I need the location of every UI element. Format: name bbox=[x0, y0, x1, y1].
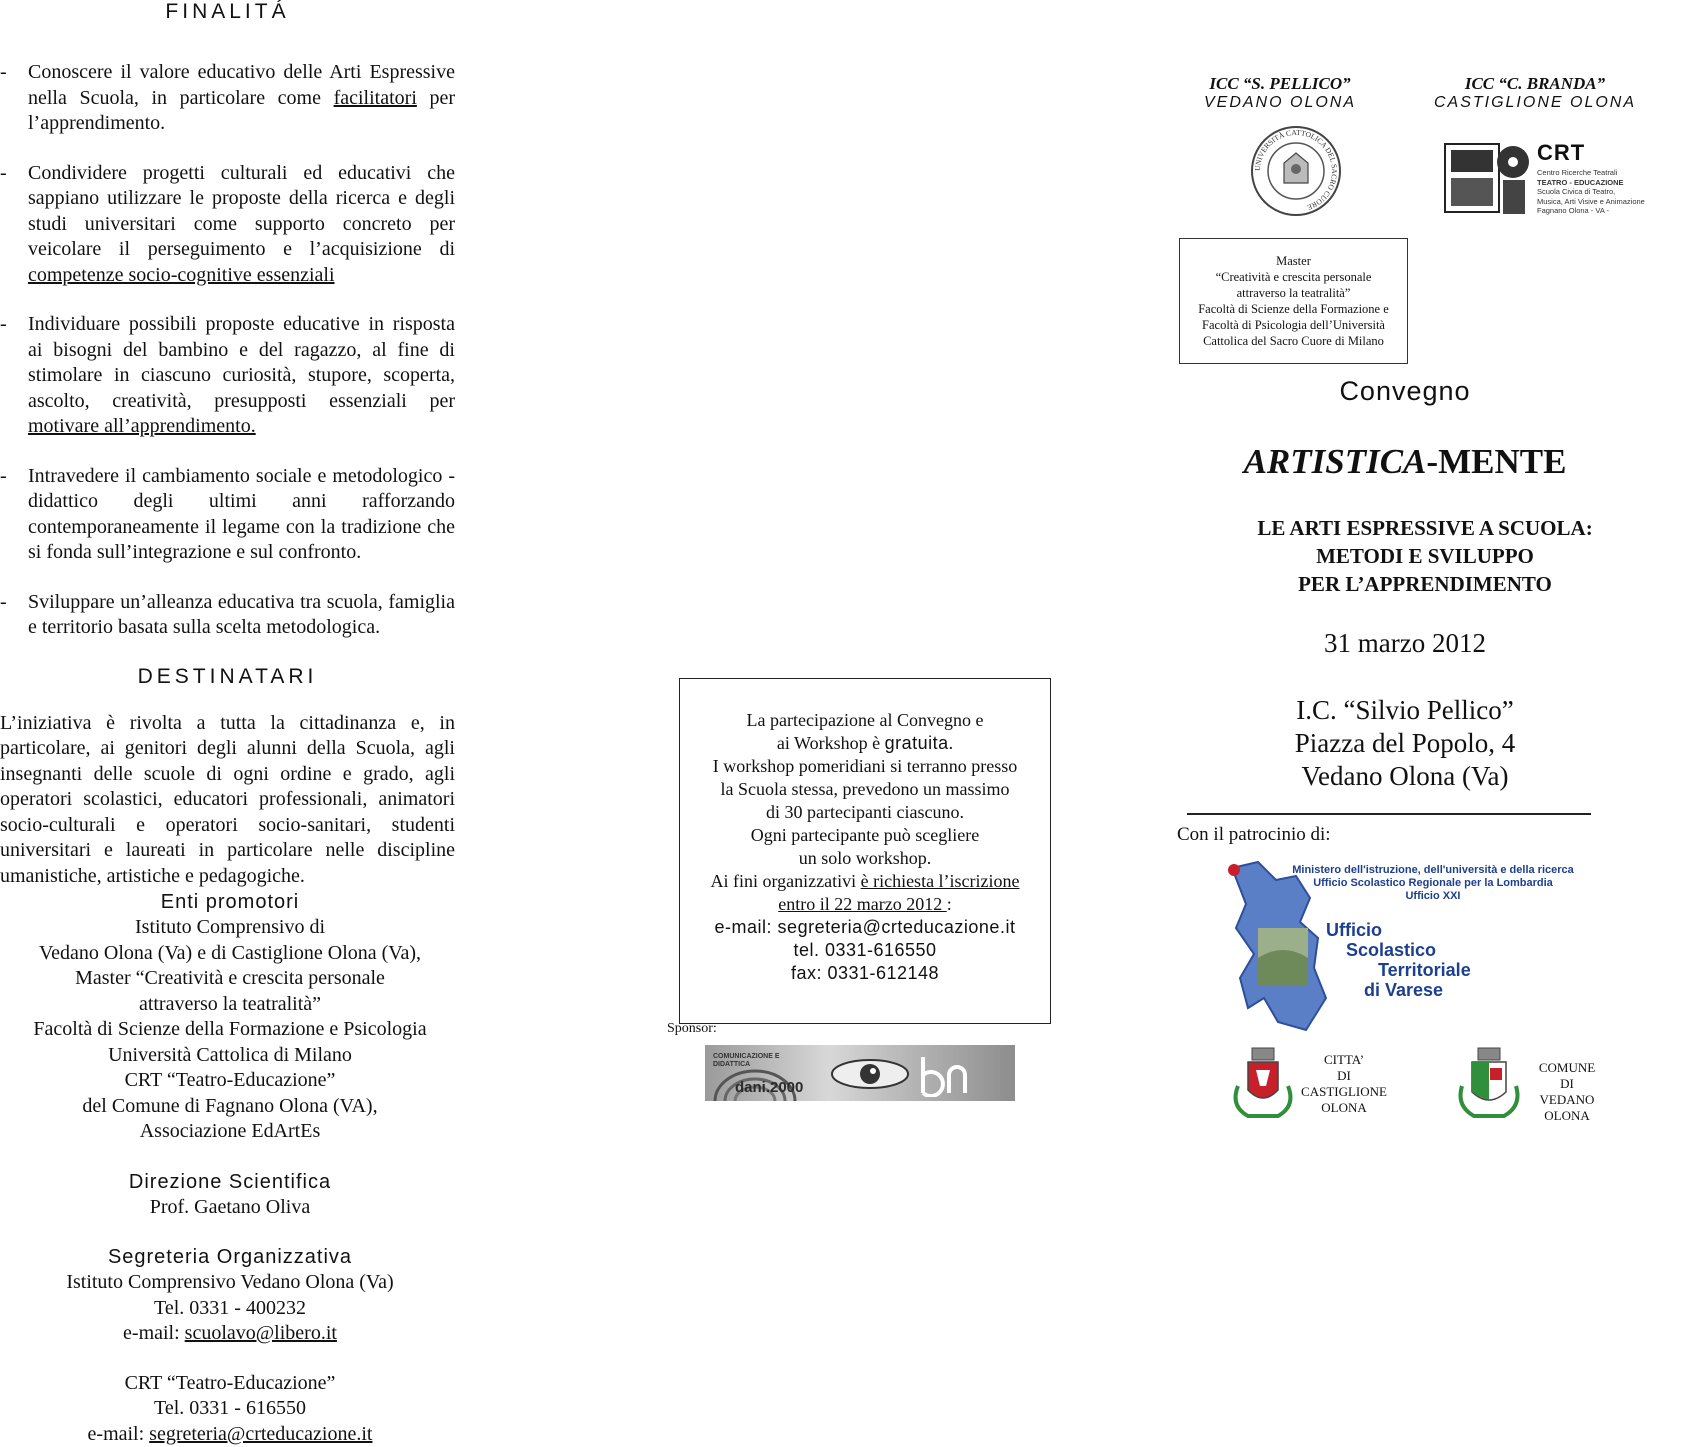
segreteria-email-row: e-mail: scuolavo@libero.it bbox=[0, 1321, 460, 1347]
info-email[interactable]: e-mail: segreteria@crteducazione.it bbox=[680, 916, 1050, 939]
promotori-line: CRT “Teatro-Educazione” bbox=[0, 1068, 460, 1094]
crt-logo bbox=[1443, 136, 1643, 218]
bm-logo-icon bbox=[915, 1051, 975, 1097]
finalita-item-2: - Condividere progetti culturali ed educativi che sappiano utilizzare le proposte della ricerca e degli studi universitari come supporto concreto per veicolare il perseguimento e l’acquisizione di competenze socio-cognitive essenziali bbox=[0, 161, 455, 289]
segreteria-email-link[interactable]: scuolavo@libero.it bbox=[185, 1322, 337, 1344]
sponsor-brand: dani.2000 bbox=[735, 1079, 803, 1096]
event-date: 31 marzo 2012 bbox=[1140, 628, 1670, 659]
crt-tel: Tel. 0331 - 616550 bbox=[0, 1396, 460, 1422]
info-fax: fax: 0331-612148 bbox=[680, 962, 1050, 985]
finalita-title: FINALITÁ bbox=[0, 0, 455, 24]
destinatari-text: L’iniziativa è rivolta a tutta la cittadinanza e, in particolare, ai genitori degli alunni della Scuola, agli insegnanti delle scuole di ogni ordine e grado, agli operatori scolastici, educatori professionali, animatori socio-culturali e operatori socio-sanitari, studenti universitari e laureati in particolare nelle discipline umanistiche, artistiche e pedagogiche. bbox=[0, 711, 455, 890]
segreteria-line: Istituto Comprensivo Vedano Olona (Va) bbox=[0, 1270, 460, 1296]
school-left-city: VEDANO OLONA bbox=[1150, 94, 1410, 112]
finalita-item-1: - Conoscere il valore educativo delle Arti Espressive nella Scuola, in particolare come facilitatori per l’apprendimento. bbox=[0, 60, 455, 137]
ufficio-name: Ufficio Scolastico Territoriale di Varese bbox=[1326, 920, 1471, 1000]
school-left bbox=[1150, 74, 1410, 112]
event-title: ARTISTICA-MENTE bbox=[1140, 442, 1670, 482]
school-left-name: ICC “S. PELLICO” bbox=[1150, 74, 1410, 94]
sponsor-banner bbox=[705, 1045, 1015, 1101]
crt-logo-sub: Centro Ricerche Teatrali TEATRO - EDUCAZIONE Scuola Civica di Teatro, Musica, Arti Visive e Animazione Fagnano Olona - VA - bbox=[1537, 168, 1647, 216]
promotori-line: Master “Creatività e crescita personale bbox=[0, 966, 460, 992]
divider bbox=[1187, 813, 1591, 815]
info-line: un solo workshop. bbox=[680, 847, 1050, 870]
master-box: Master “Creatività e crescita personale attraverso la teatralità” Facoltà di Scienze della Formazione e Facoltà di Psicologia dell’Università Cattolica del Sacro Cuore di Milano bbox=[1179, 238, 1408, 364]
info-line: di 30 partecipanti ciascuno. bbox=[680, 801, 1050, 824]
info-line: Ogni partecipante può scegliere bbox=[680, 824, 1050, 847]
info-line: La partecipazione al Convegno e bbox=[680, 709, 1050, 732]
castiglione-crest-icon bbox=[1228, 1046, 1298, 1120]
info-box bbox=[679, 678, 1051, 1024]
segreteria-tel: Tel. 0331 - 400232 bbox=[0, 1296, 460, 1322]
promotori-title: Enti promotori bbox=[0, 889, 460, 915]
promotori-line: Università Cattolica di Milano bbox=[0, 1043, 460, 1069]
vedano-label: COMUNE DI VEDANO OLONA bbox=[1522, 1060, 1612, 1124]
school-right bbox=[1410, 74, 1660, 112]
vedano-crest-icon bbox=[1454, 1046, 1524, 1120]
school-right-name: ICC “C. BRANDA” bbox=[1410, 74, 1660, 94]
finalita-item-5: - Sviluppare un’alleanza educativa tra scuola, famiglia e territorio basata sulla scelta metodologica. bbox=[0, 590, 455, 641]
promotori-line: Istituto Comprensivo di bbox=[0, 915, 460, 941]
svg-text:UNIVERSITÀ CATTOLICA DEL SACRO: UNIVERSITÀ CATTOLICA DEL SACRO CUORE bbox=[1253, 128, 1339, 212]
column-promotori bbox=[0, 889, 460, 1447]
info-line: ai Workshop è gratuita. bbox=[680, 732, 1050, 755]
school-right-city: CASTIGLIONE OLONA bbox=[1410, 94, 1660, 112]
promotori-line: Vedano Olona (Va) e di Castiglione Olona (Va), bbox=[0, 941, 460, 967]
segreteria-title: Segreteria Organizzativa bbox=[0, 1244, 460, 1270]
info-line: la Scuola stessa, prevedono un massimo bbox=[680, 778, 1050, 801]
promotori-line: Associazione EdArtEs bbox=[0, 1119, 460, 1145]
promotori-line: del Comune di Fagnano Olona (VA), bbox=[0, 1094, 460, 1120]
finalita-item-3: - Individuare possibili proposte educative in risposta ai bisogni del bambino e del ragazzo, al fine di stimolare in ciascuno curiosità, stupore, scoperta, ascolto, creatività, presupposti essenziali per motivare all’apprendimento. bbox=[0, 312, 455, 440]
promotori-line: attraverso la teatralità” bbox=[0, 992, 460, 1018]
ministero-text: Ministero dell'istruzione, dell'università e della ricerca Ufficio Scolastico Regionale per la Lombardia Ufficio XXI bbox=[1278, 864, 1588, 903]
crt-name: CRT “Teatro-Educazione” bbox=[0, 1371, 460, 1397]
university-seal-icon bbox=[1248, 123, 1344, 219]
ufficio-scolastico-logo bbox=[1218, 858, 1588, 1038]
crt-logo-text: CRT bbox=[1537, 140, 1585, 166]
patrocinio-label: Con il patrocinio di: bbox=[1177, 824, 1331, 846]
event-subtitle: LE ARTI ESPRESSIVE A SCUOLA: METODI E SVILUPPO PER L’APPRENDIMENTO bbox=[1160, 514, 1684, 598]
castiglione-label: CITTA’ DI CASTIGLIONE OLONA bbox=[1296, 1052, 1392, 1116]
crt-film-icon bbox=[1443, 136, 1535, 218]
info-line: Ai fini organizzativi è richiesta l’iscrizione bbox=[680, 870, 1050, 893]
crt-email-row: e-mail: segreteria@crteducazione.it bbox=[0, 1422, 460, 1447]
sponsor-tag: COMUNICAZIONE E DIDATTICA bbox=[713, 1053, 783, 1069]
crt-email-link[interactable]: segreteria@crteducazione.it bbox=[149, 1423, 372, 1445]
eye-icon bbox=[825, 1050, 915, 1096]
finalita-item-4: - Intravedere il cambiamento sociale e metodologico - didattico degli ultimi anni rafforzando contemporaneamente il legame con la tradizione che si fonda sull’integrazione e sul confronto. bbox=[0, 464, 455, 566]
event-kind: Convegno bbox=[1140, 376, 1670, 407]
info-tel: tel. 0331-616550 bbox=[680, 939, 1050, 962]
direzione-title: Direzione Scientifica bbox=[0, 1169, 460, 1195]
direzione-name: Prof. Gaetano Oliva bbox=[0, 1195, 460, 1221]
column-finalita bbox=[0, 0, 455, 889]
info-line: entro il 22 marzo 2012 : bbox=[680, 893, 1050, 916]
sponsor-label: Sponsor: bbox=[667, 1021, 717, 1037]
info-line: I workshop pomeridiani si terranno presso bbox=[680, 755, 1050, 778]
event-venue: I.C. “Silvio Pellico” Piazza del Popolo, 4 Vedano Olona (Va) bbox=[1140, 694, 1670, 793]
destinatari-title: DESTINATARI bbox=[0, 665, 455, 689]
promotori-line: Facoltà di Scienze della Formazione e Psicologia bbox=[0, 1017, 460, 1043]
